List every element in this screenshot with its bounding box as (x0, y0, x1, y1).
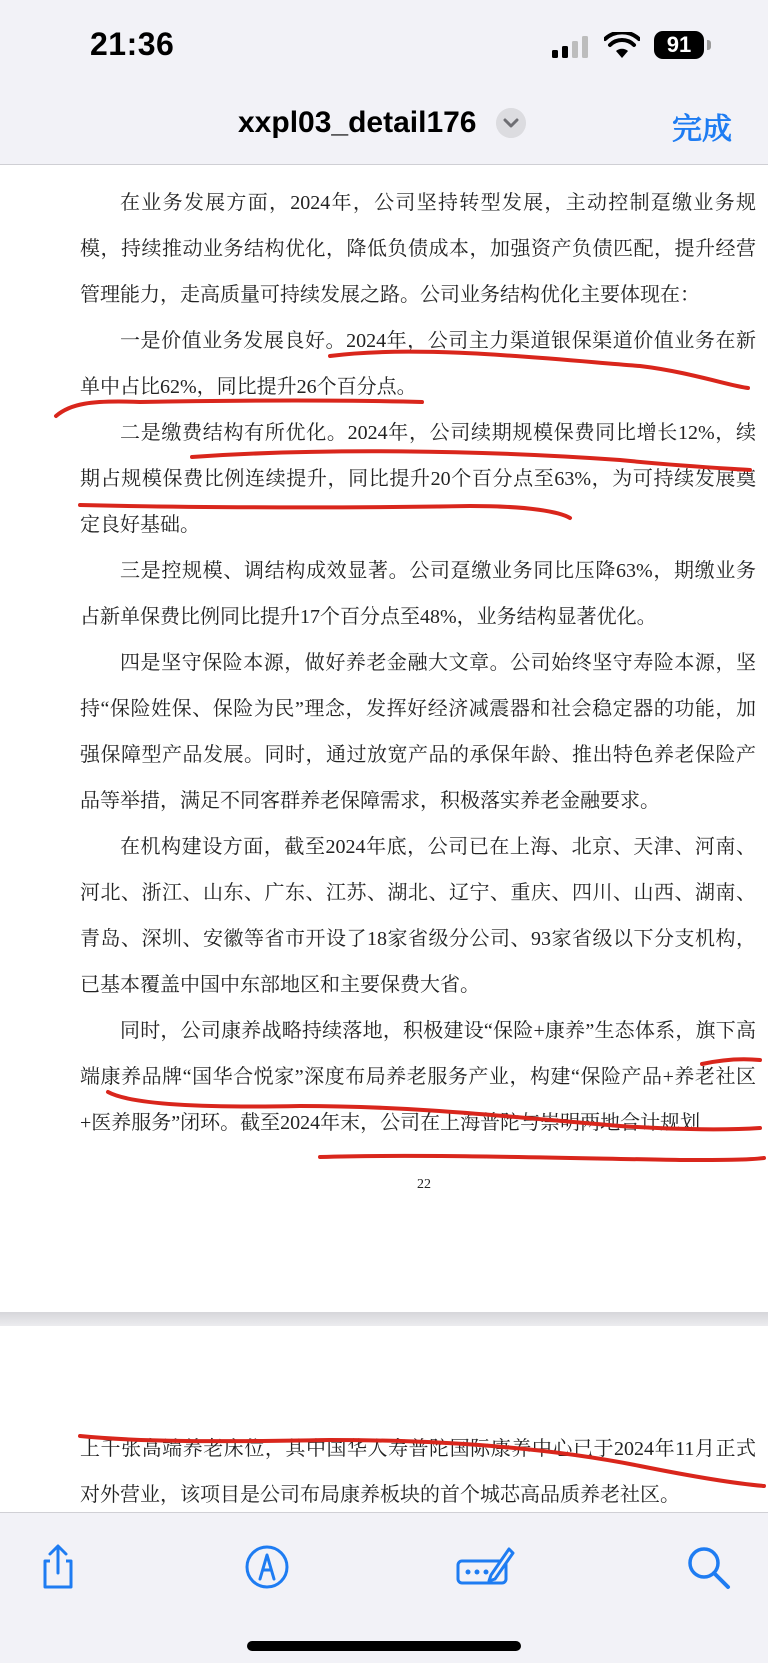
paragraph: 同时，公司康养战略持续落地，积极建设“保险+康养”生态体系，旗下高端康养品牌“国华合悦家”深度布局养老服务产业，构建“保险产品+养老社区+医养服务”闭环。截至2024年末，公司在上海普陀与崇明两地合计规划 (80, 1020, 756, 1134)
document-title[interactable]: xxpl03_detail176 (238, 106, 477, 139)
paragraph: 在业务发展方面，2024年，公司坚持转型发展，主动控制趸缴业务规模，持续推动业务结构优化，降低负债成本，加强资产负债匹配，提升经营管理能力，走高质量可持续发展之路。公司业务结构优化主要体现在： (80, 192, 756, 306)
clock: 21:36 (90, 26, 175, 62)
home-indicator[interactable] (247, 1641, 521, 1651)
paragraph: 二是缴费结构有所优化。2024年，公司续期规模保费同比增长12%，续期占规模保费比例连续提升，同比提升20个百分点至63%，为可持续发展奠定良好基础。 (80, 422, 756, 536)
battery-indicator (654, 31, 714, 59)
share-icon[interactable] (34, 1543, 82, 1591)
wifi-icon (604, 32, 640, 60)
paragraph: 在机构建设方面，截至2024年底，公司已在上海、北京、天津、河南、河北、浙江、山东、广东、江苏、湖北、辽宁、重庆、四川、山西、湖南、青岛、深圳、安徽等省市开设了18家省级分公司、93家省级以下分支机构，已基本覆盖中国中东部地区和主要保费大省。 (80, 836, 756, 996)
battery-nub (707, 40, 711, 50)
cellular-signal-icon (552, 36, 592, 58)
form-fill-icon[interactable] (455, 1543, 515, 1591)
done-button[interactable]: 完成 (672, 113, 732, 146)
page-number: 22 (417, 1177, 431, 1192)
status-bar (0, 0, 768, 92)
bottom-toolbar (0, 1512, 768, 1663)
markup-pen-icon[interactable] (243, 1543, 291, 1591)
document-page-next (0, 1326, 768, 1512)
paragraph: 上千张高端养老床位，其中国华人寿普陀国际康养中心已于2024年11月正式对外营业，该项目是公司布局康养板块的首个城芯高品质养老社区。 (80, 1438, 756, 1506)
search-icon[interactable] (684, 1543, 732, 1591)
paragraph: 四是坚守保险本源，做好养老金融大文章。公司始终坚守寿险本源，坚持“保险姓保、保险为民”理念，发挥好经济减震器和社会稳定器的功能，加强保障型产品发展。同时，通过放宽产品的承保年龄、推出特色养老保险产品等举措，满足不同客群养老保障需求，积极落实养老金融要求。 (80, 652, 756, 812)
paragraph: 三是控规模、调结构成效显著。公司趸缴业务同比压降63%，期缴业务占新单保费比例同比提升17个百分点至48%，业务结构显著优化。 (80, 560, 756, 628)
battery-level: 91 (654, 31, 704, 59)
page-separator (0, 1312, 768, 1326)
document-page (0, 165, 768, 1312)
nav-bar (0, 92, 768, 165)
paragraph: 一是价值业务发展良好。2024年，公司主力渠道银保渠道价值业务在新单中占比62%，同比提升26个百分点。 (80, 330, 756, 398)
chevron-down-icon[interactable] (496, 108, 526, 138)
